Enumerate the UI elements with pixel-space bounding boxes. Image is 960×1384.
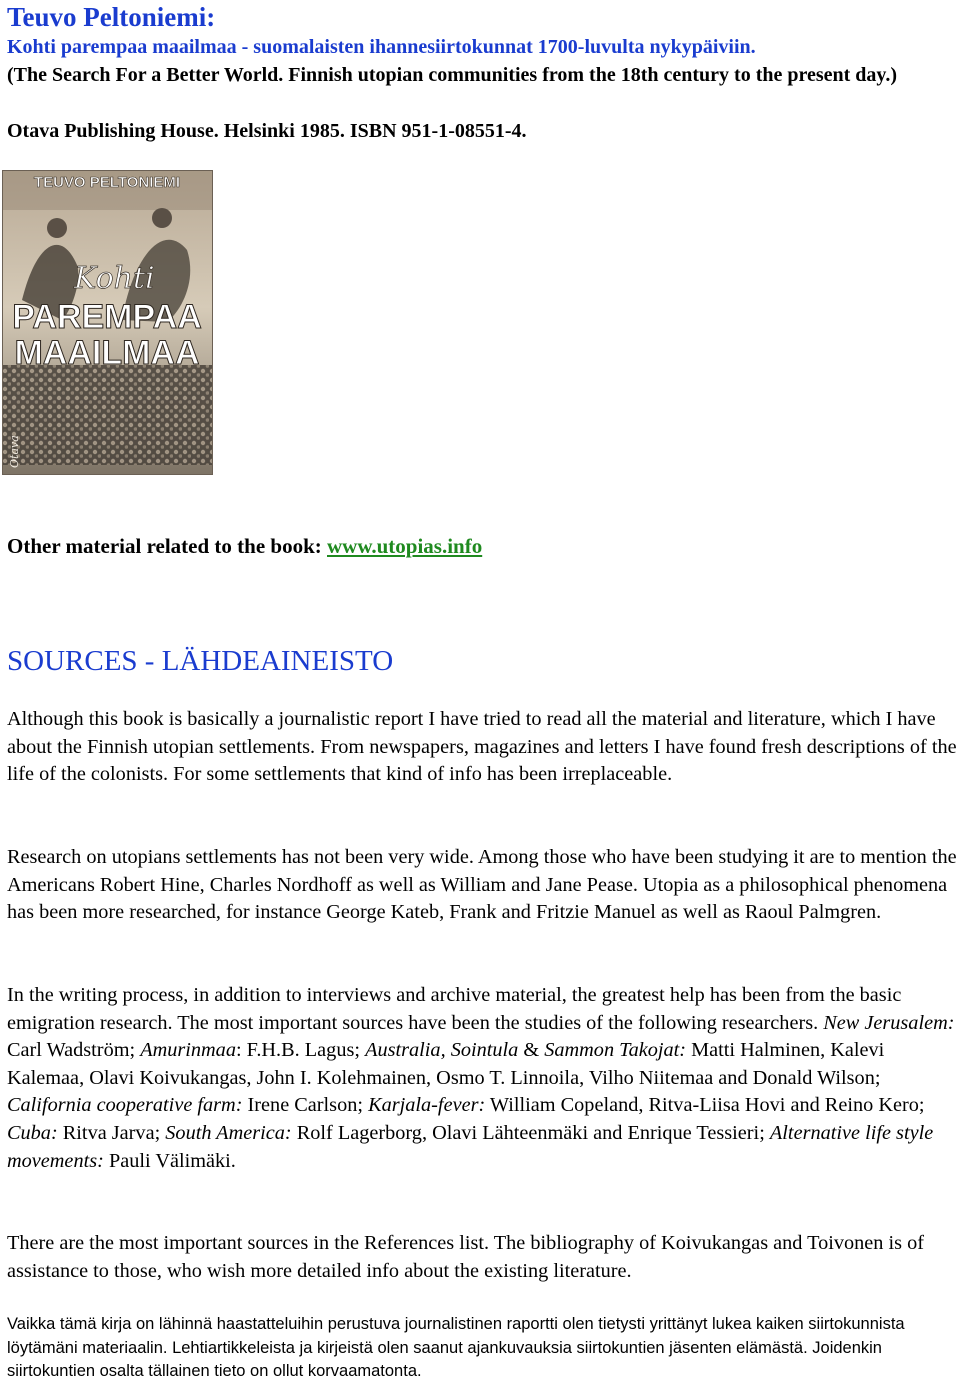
book-title-finnish: Kohti parempaa maailmaa - suomalaisten ihannesiirtokunnat 1700-luvulta nykypäiviin. bbox=[7, 36, 756, 58]
p3-topic-australia-sointula: Australia, Sointula bbox=[365, 1039, 519, 1062]
p3-names-1: Carl Wadström; bbox=[7, 1039, 141, 1062]
utopias-link[interactable]: www.utopias.info bbox=[327, 534, 483, 558]
p3-names-8: Rolf Lagerborg, Olavi Lähteenmäki and Enrique Tessieri; bbox=[291, 1121, 770, 1144]
sources-paragraph-3 bbox=[7, 982, 957, 1175]
cover-script-text: Kohti bbox=[74, 261, 155, 296]
sources-paragraph-1: Although this book is basically a journalistic report I have tried to read all the material and literature, which I have about the Finnish utopian settlements. From newspapers, magazines and letters I have found fresh descriptions of the life of the colonists. For some settlements that kind of info has been irreplaceable. bbox=[7, 708, 957, 786]
cover-title-line1: PAREMPAA bbox=[12, 298, 202, 336]
p3-topic-new-jerusalem: New Jerusalem: bbox=[823, 1011, 955, 1034]
book-cover-image bbox=[2, 170, 213, 475]
book-title-english: (The Search For a Better World. Finnish utopian communities from the 18th century to the present day.) bbox=[7, 64, 897, 86]
p3-names-5: Irene Carlson; bbox=[242, 1094, 369, 1117]
p3-topic-amurinmaa: Amurinmaa bbox=[140, 1039, 236, 1062]
p3-names-2: : F.H.B. Lagus; bbox=[235, 1039, 366, 1062]
publisher-info: Otava Publishing House. Helsinki 1985. ISBN 951-1-08551-4. bbox=[7, 120, 527, 142]
p3-names-6: William Copeland, Ritva-Liisa Hovi and Reino Kero; bbox=[485, 1094, 925, 1117]
p3-names-7: Ritva Jarva; bbox=[57, 1121, 166, 1144]
cover-author-text: TEUVO PELTONIEMI bbox=[33, 174, 181, 191]
cover-publisher-mark: Otava bbox=[8, 435, 21, 468]
p3-intro: In the writing process, in addition to interviews and archive material, the greatest help has been from the basic emigration research. The most important sources have been the studies of the following researchers. bbox=[7, 984, 902, 1034]
p3-topic-south-america: South America: bbox=[165, 1121, 292, 1144]
p3-topic-california: California cooperative farm: bbox=[7, 1094, 243, 1117]
sources-paragraph-4: There are the most important sources in the References list. The bibliography of Koivukangas and Toivonen is of assistance to those, who wish more detailed info about the existing literature. bbox=[7, 1232, 925, 1282]
sources-heading: SOURCES - LÄHDEAINEISTO bbox=[7, 645, 394, 677]
author-heading: Teuvo Peltoniemi: bbox=[7, 2, 216, 32]
related-label: Other material related to the book: bbox=[7, 534, 322, 558]
sources-paragraph-2: Research on utopians settlements has not been very wide. Among those who have been studying it are to mention the Americans Robert Hine, Charles Nordhoff as well as William and Jane Pease. Utopia as a philosophical phenomena has been more researched, for instance George Kateb, Frank and Fritzie Manuel as well as Raoul Palmgren. bbox=[7, 846, 957, 924]
p3-topic-cuba: Cuba: bbox=[7, 1121, 58, 1144]
p3-names-3: & bbox=[518, 1039, 545, 1062]
p3-topic-alternative-life: Alternative life style movements: bbox=[7, 1121, 934, 1172]
finnish-paragraph: Vaikka tämä kirja on lähinnä haastatteluihin perustuva journalistinen raportti olen tietysti yrittänyt lukea kaiken siirtokunnista löytämäni materiaalin. Lehtiartikkeleista ja kirjeistä olen saanut ajankuvauksia siirtokuntien jäsenten elämästä. Joidenkin siirtokuntien osalta tällainen tieto on ollut korvaamatonta. bbox=[7, 1315, 905, 1380]
p3-names-4: Matti Halminen, Kalevi Kalemaa, Olavi Koivukangas, John I. Kolehmainen, Osmo T. Linnoila, Vilho Niitemaa and Donald Wilson; bbox=[7, 1039, 885, 1089]
p3-topic-karjala: Karjala-fever: bbox=[368, 1094, 486, 1117]
p3-topic-sammon-takojat: Sammon Takojat: bbox=[544, 1039, 687, 1062]
related-material bbox=[7, 532, 482, 560]
p3-names-9: Pauli Välimäki. bbox=[103, 1149, 236, 1172]
cover-title-line2: MAAILMAA bbox=[14, 334, 200, 372]
